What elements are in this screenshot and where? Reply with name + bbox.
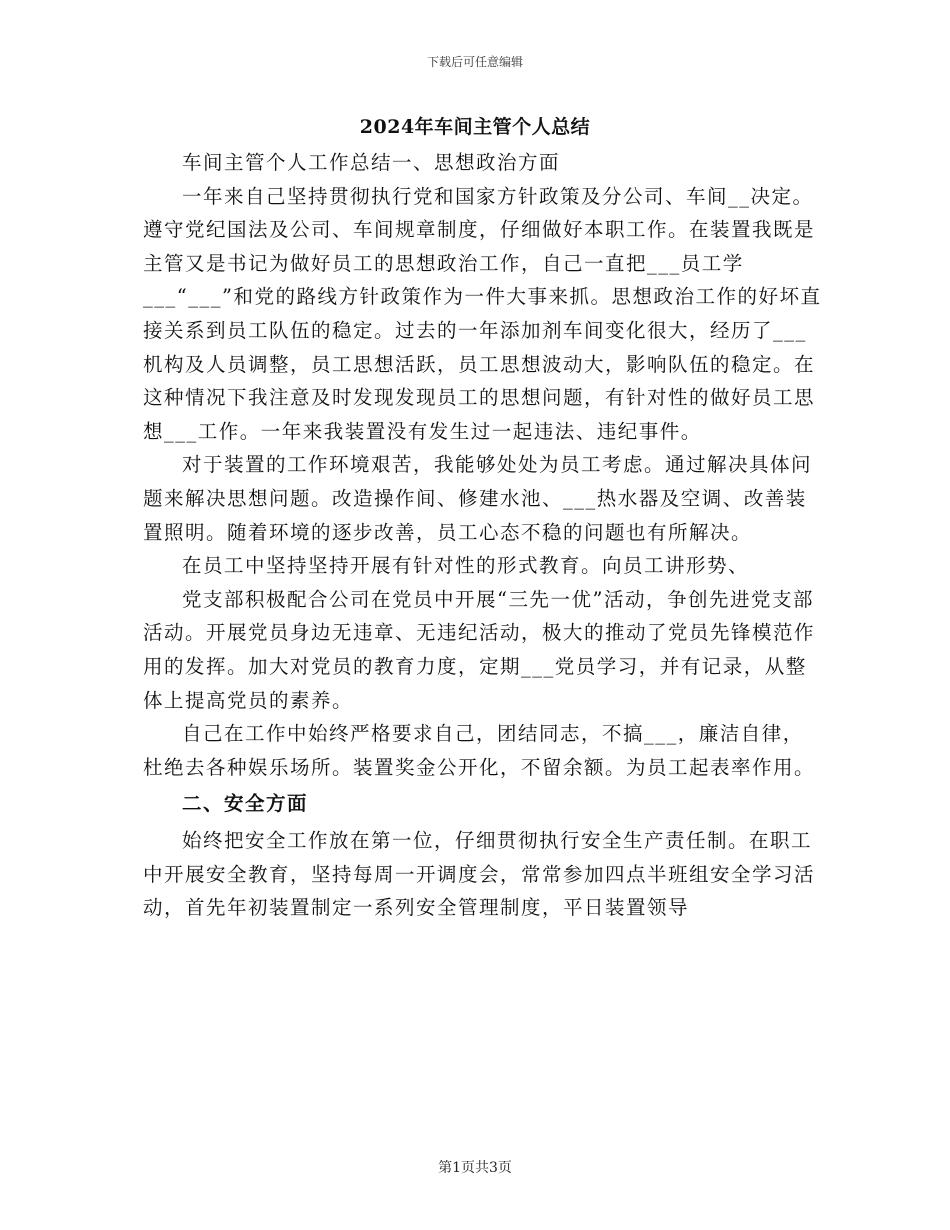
section-2-heading: 二、安全方面 [182, 792, 309, 816]
page-indicator: 第1页共3页 [438, 1160, 512, 1176]
document-body [143, 146, 823, 925]
paragraph-1: 车间主管个人工作总结一、思想政治方面 [182, 151, 561, 174]
paragraph-4: 在员工中坚持坚持开展有针对性的形式教育。向员工讲形势、 [182, 554, 750, 578]
section-2-paragraph: 始终把安全工作放在第一位，仔细贯彻执行安全生产责任制。在职工中开展安全教育，坚持每周一开调度会，常常参加四点半班组安全学习活动，首先年初装置制定一系列安全管理制度，平日装置领导 [143, 829, 816, 920]
paragraph-5: 党支部积极配合公司在党员中开展“三先一优”活动，争创先进党支部活动。开展党员身边无违章、无违纪活动，极大的推动了党员先锋模范作用的发挥。加大对党员的教育力度，定期___党员学习，并有记录，从整体上提高党员的素养。 [143, 587, 816, 712]
document-title: 2024年车间主管个人总结 [359, 116, 591, 138]
header-note: 下载后可任意编辑 [426, 55, 523, 69]
paragraph-2: 一年来自己坚持贯彻执行党和国家方针政策及分公司、车间__决定。遵守党纪国法及公司、车间规章制度，仔细做好本职工作。在装置我既是主管又是书记为做好员工的思想政治工作，自己一直把___员工学___“___”和党的路线方针政策作为一件大事来抓。思想政治工作的好坏直接关系到员工队伍的稳定。过去的一年添加剂车间变化很大，经历了___机构及人员调整，员工思想活跃，员工思想波动大，影响队伍的稳定。在这种情况下我注意及时发现发现员工的思想问题，有针对性的做好员工思想___工作。一年来我装置没有发生过一起违法、违纪事件。 [143, 184, 822, 443]
paragraph-6: 自己在工作中始终严格要求自己，团结同志，不搞___，廉洁自律，杜绝去各种娱乐场所。装置奖金公开化，不留余额。为员工起表率作用。 [143, 722, 816, 779]
paragraph-3: 对于装置的工作环境艰苦，我能够处处为员工考虑。通过解决具体问题来解决思想问题。改造操作间、修建水池、___热水器及空调、改善装置照明。随着环境的逐步改善，员工心态不稳的问题也有所解决。 [143, 453, 813, 544]
